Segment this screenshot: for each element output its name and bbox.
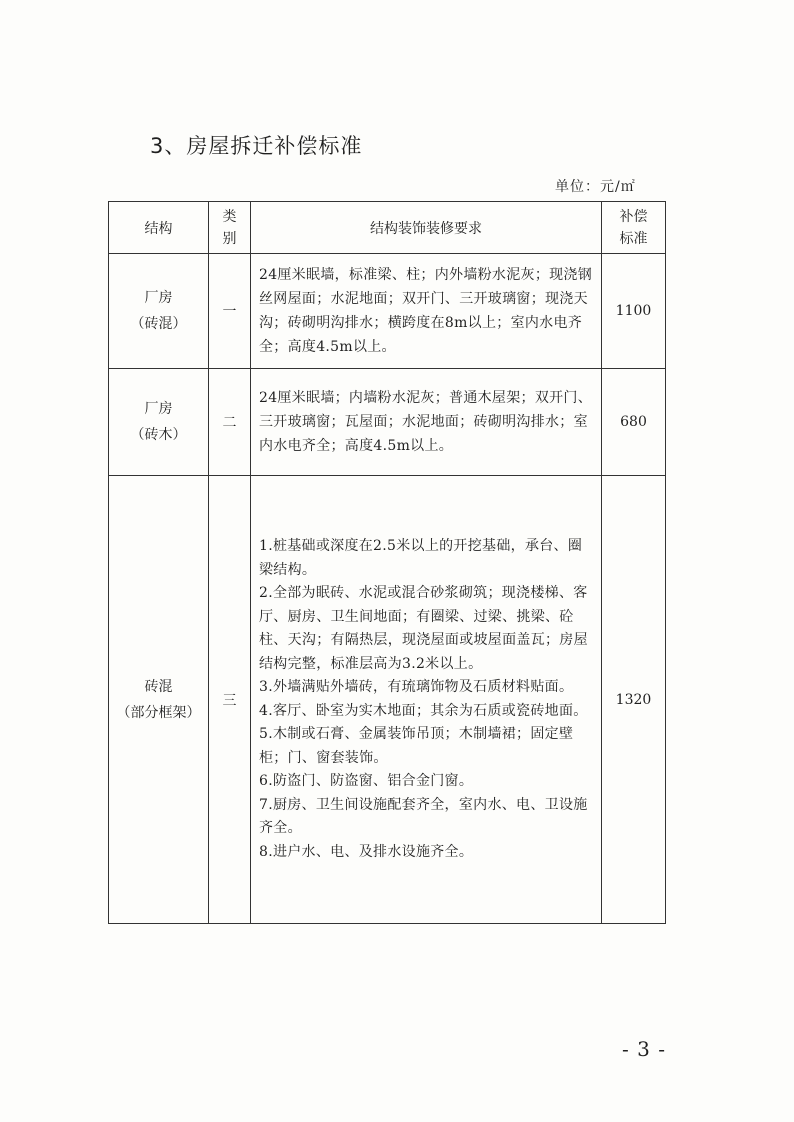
- row3-requirement-item-7: 7.厨房、卫生间设施配套齐全，室内水、电、卫设施齐全。: [259, 796, 588, 836]
- row3-requirement-item-2: 2.全部为眠砖、水泥或混合砂浆砌筑；现浇楼梯、客厅、厨房、卫生间地面；有圈梁、过梁、挑梁、砼柱、天沟；有隔热层，现浇屋面或坡屋面盖瓦；房屋结构完整，标准层高为3.2米以上。: [259, 585, 588, 672]
- row3-requirement-item-3: 3.外墙满贴外墙砖，有琉璃饰物及石质材料贴面。: [259, 679, 574, 695]
- row2-category: 二: [209, 369, 251, 476]
- row3-structure: [109, 476, 209, 924]
- unit-label: 单位：元/㎡: [555, 179, 636, 195]
- row3-requirement-item-8: 8.进户水、电、及排水设施齐全。: [259, 843, 474, 860]
- row1-requirements: 24厘米眠墙，标准梁、柱；内外墙粉水泥灰；现浇钢丝网屋面；水泥地面；双开门、三开玻璃窗；现浇天沟；砖砌明沟排水；横跨度在8m以上；室内水电齐全；高度4.5m以上。: [251, 254, 602, 369]
- table-header-row: [109, 202, 666, 254]
- table-row: [109, 369, 666, 476]
- header-category-line1: 类: [222, 208, 237, 225]
- row1-compensation: 1100: [602, 254, 666, 369]
- header-compensation-line1: 补偿: [619, 208, 648, 225]
- row3-requirement-item-6: 6.防盗门、防盗窗、铝合金门窗。: [259, 773, 474, 789]
- row3-compensation: 1320: [602, 476, 666, 924]
- row3-structure-line2: （部分框架）: [116, 704, 201, 721]
- row2-structure-line1: 厂房: [144, 401, 173, 417]
- row2-structure: [109, 369, 209, 476]
- header-compensation: [602, 202, 666, 254]
- row1-structure-line1: 厂房: [144, 290, 173, 306]
- row2-structure-line2: （砖木）: [130, 427, 187, 443]
- section-heading: 3、房屋拆迁补偿标准: [150, 134, 363, 158]
- header-requirements: 结构装饰装修要求: [251, 202, 602, 254]
- table-row: [109, 476, 666, 924]
- compensation-table: [108, 201, 666, 924]
- row2-compensation: 680: [602, 369, 666, 476]
- row3-requirements: [251, 476, 602, 924]
- row3-requirement-item-4: 4.客厅、卧室为实木地面；其余为石质或瓷砖地面。: [259, 702, 588, 719]
- header-compensation-line2: 标准: [619, 230, 648, 247]
- row1-structure-line2: （砖混）: [130, 316, 187, 332]
- header-category: [209, 202, 251, 254]
- header-structure: 结构: [109, 202, 209, 254]
- row3-requirement-item-1: 1.桩基础或深度在2.5米以上的开挖基础，承台、圈梁结构。: [259, 538, 583, 578]
- header-category-line2: 别: [222, 230, 237, 247]
- row3-structure-line1: 砖混: [144, 678, 173, 695]
- row2-requirements: 24厘米眠墙；内墙粉水泥灰；普通木屋架；双开门、三开玻璃窗；瓦屋面；水泥地面；砖砌明沟排水；室内水电齐全；高度4.5m以上。: [251, 369, 602, 476]
- row3-category: 三: [209, 476, 251, 924]
- row3-requirement-item-5: 5.木制或石膏、金属装饰吊顶；木制墙裙；固定壁柜；门、窗套装饰。: [259, 726, 574, 766]
- row1-category: 一: [209, 254, 251, 369]
- row1-structure: [109, 254, 209, 369]
- page-number: - 3 -: [622, 1037, 666, 1061]
- table-row: [109, 254, 666, 369]
